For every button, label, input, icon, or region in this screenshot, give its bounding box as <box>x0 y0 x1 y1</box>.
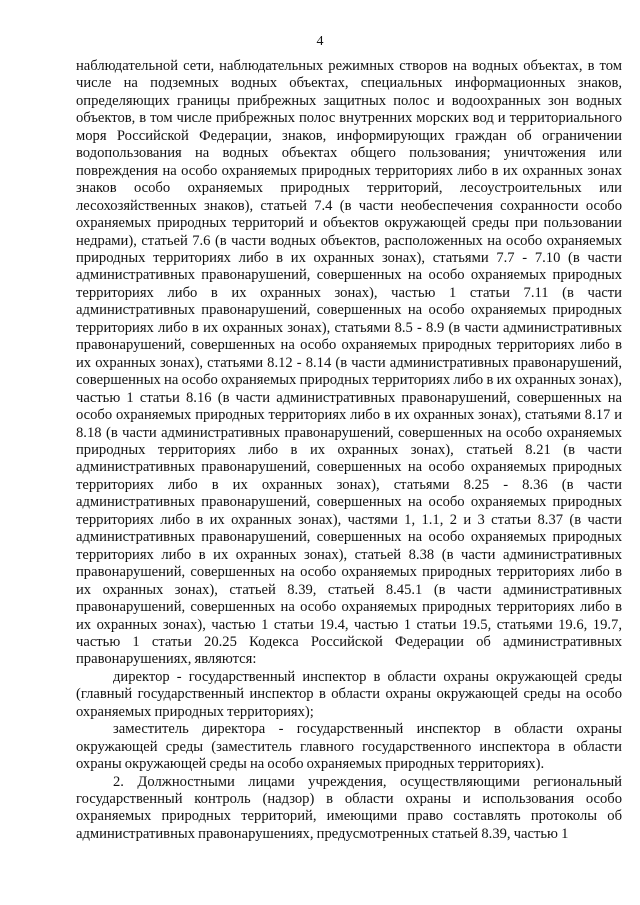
paragraph-deputy-director: заместитель директора - государственный инспектор в области охраны окружающей среды (заместитель главного государственного инспектора в области охраны окружающей среды на особо охраняемых природных территориях). <box>76 721 622 773</box>
paragraph-item-2: 2. Должностными лицами учреждения, осуществляющими региональный государственный контроль (надзор) в области охраны и использования особо охраняемых природных территорий, имеющими право составлять протоколы об административных правонарушениях, предусмотренных статьей 8.39, частью 1 <box>76 773 622 842</box>
paragraph-continuation: наблюдательной сети, наблюдательных режимных створов на водных объектах, в том числе на подземных водных объектах, специальных информационных знаков, определяющих границы прибрежных защитных полос и водоохранных зон водных объектов, в том числе прибрежных полос внутренних морских вод и территориального моря Российской Федерации, знаков, информирующих граждан об ограничении водопользования на водных объектах общего пользования; уничтожения или повреждения на особо охраняемых природных территориях либо в их охранных зонах знаков особо охраняемых природных территорий, лесоустроительных или лесохозяйственных знаков), статьей 7.4 (в части необеспечения сохранности особо охраняемых природных территорий и объектов окружающей среды при пользовании недрами), статьей 7.6 (в части водных объектов, расположенных на особо охраняемых природных территориях либо в их охранных зонах), статьями 7.7 - 7.10 (в части административных правонарушений, совершенных на особо охраняемых природных территориях либо в их охранных зонах), частью 1 статьи 7.11 (в части административных правонарушений, совершенных на особо охраняемых природных территориях либо в их охранных зонах), статьями 8.5 - 8.9 (в части административных правонарушений, совершенных на особо охраняемых природных территориях либо в их охранных зонах), статьями 8.12 - 8.14 (в части административных правонарушений, совершенных на особо охраняемых природных территориях либо в их охранных зонах), частью 1 статьи 8.16 (в части административных правонарушений, совершенных на особо охраняемых природных территориях либо в их охранных зонах), статьями 8.17 и 8.18 (в части административных правонарушений, совершенных на особо охраняемых природных территориях либо в их охранных зонах), статьей 8.21 (в части административных правонарушений, совершенных на особо охраняемых природных территориях либо в их охранных зонах), статьями 8.25 - 8.36 (в части административных правонарушений, совершенных на особо охраняемых природных территориях либо в их охранных зонах), частями 1, 1.1, 2 и 3 статьи 8.37 (в части административных правонарушений, совершенных на особо охраняемых природных территориях либо в их охранных зонах), статьей 8.38 (в части административных правонарушений, совершенных на особо охраняемых природных территориях либо в их охранных зонах), статьей 8.39, статьей 8.45.1 (в части административных правонарушений, совершенных на особо охраняемых природных территориях либо в их охранных зонах), частью 1 статьи 19.4, частью 1 статьи 19.5, статьями 19.6, 19.7, частью 1 статьи 20.25 Кодекса Российской Федерации об административных правонарушениях, являются: <box>76 58 622 668</box>
document-body <box>76 58 622 843</box>
page-number: 4 <box>316 34 324 49</box>
paragraph-director: директор - государственный инспектор в области охраны окружающей среды (главный государственный инспектор в области охраны окружающей среды на особо охраняемых природных территориях); <box>76 668 622 720</box>
